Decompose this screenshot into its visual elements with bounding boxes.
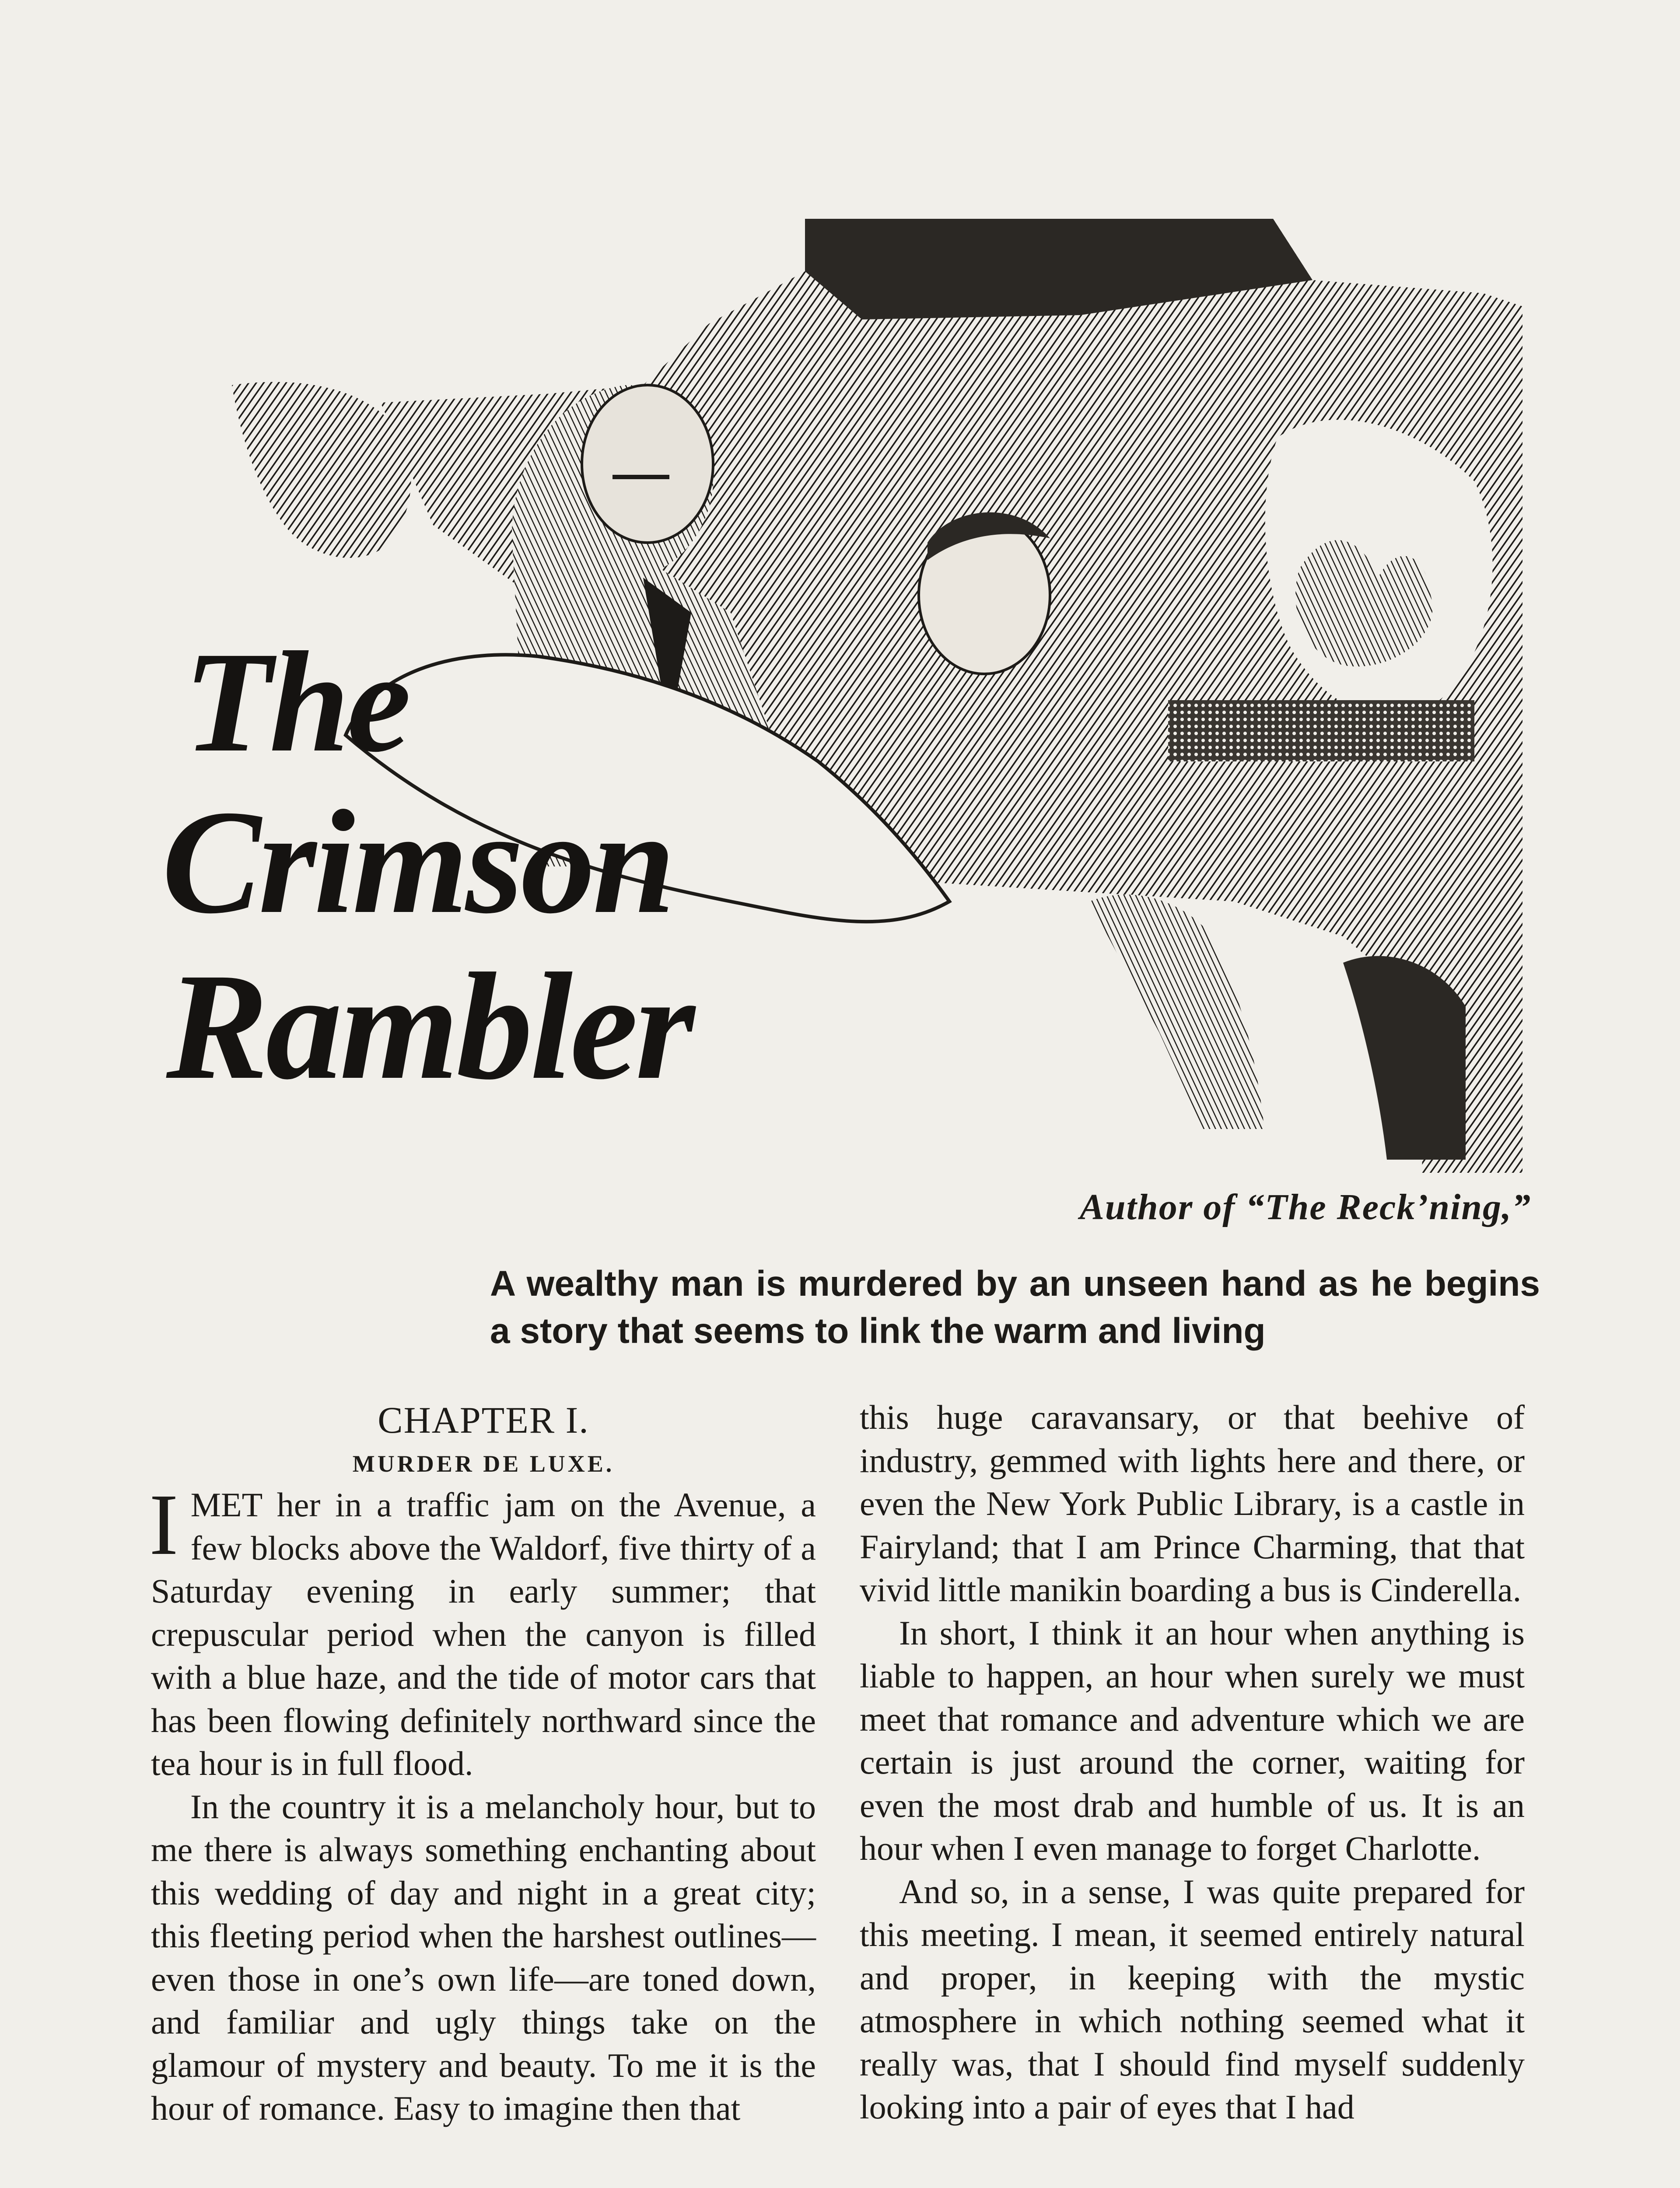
- chapter-heading: CHAPTER I.: [378, 1399, 589, 1441]
- drop-cap: I: [149, 1476, 178, 1573]
- left-column: [151, 1396, 816, 2130]
- title-line-the: The: [184, 622, 409, 782]
- title-line-crimson: Crimson: [162, 779, 673, 944]
- right-column: [860, 1396, 1525, 2129]
- paragraph-text: MET her in a traffic jam on the Avenue, a few blocks above the Waldorf, five thirty of a Saturday evening in early summer; that crepuscular period when the canyon is filled with a blue haze, and the tide of motor cars that has been flowing definitely northward since the tea hour is in full flood.: [151, 1486, 816, 1782]
- paragraph: And so, in a sense, I was quite prepared for this meeting. I mean, it seemed entirely natural and proper, in keeping with the mystic atmosphere in which nothing seemed what it really was, that I should find myself suddenly looking into a pair of eyes that I had: [860, 1872, 1525, 2126]
- paragraph: In short, I think it an hour when anything is liable to happen, an hour when surely we must meet that romance and adventure which we are certain is just around the corner, waiting for even the most drab and humble of us. It is an hour when I even manage to forget Charlotte.: [860, 1613, 1525, 1867]
- story-title: [158, 622, 1032, 1120]
- paragraph: In the country it is a melancholy hour, but to me there is always something enchanting about this wedding of day and night in a great city; this fleeting period when the harshest outlines—even those in one’s own life—are toned down, and familiar and ugly things take on the glamour of mystery and beauty. To me it is the hour of romance. Easy to imagine then that: [151, 1787, 816, 2127]
- story-lede: A wealthy man is murdered by an unseen hand as he begins a story that seems to link the warm and living: [490, 1264, 1540, 1351]
- paragraph: this huge caravansary, or that beehive of industry, gemmed with lights here and there, or even the New York Public Library, is a castle in Fairyland; that I am Prince Charming, that that vivid little manikin boarding a bus is Cinderella.: [860, 1398, 1525, 1609]
- chapter-subheading: MURDER DE LUXE.: [352, 1451, 615, 1477]
- author-byline: Author of “The Reck’ning,”: [1079, 1187, 1531, 1227]
- title-line-rambler: Rambler: [166, 941, 693, 1111]
- paragraph: [149, 1476, 816, 1785]
